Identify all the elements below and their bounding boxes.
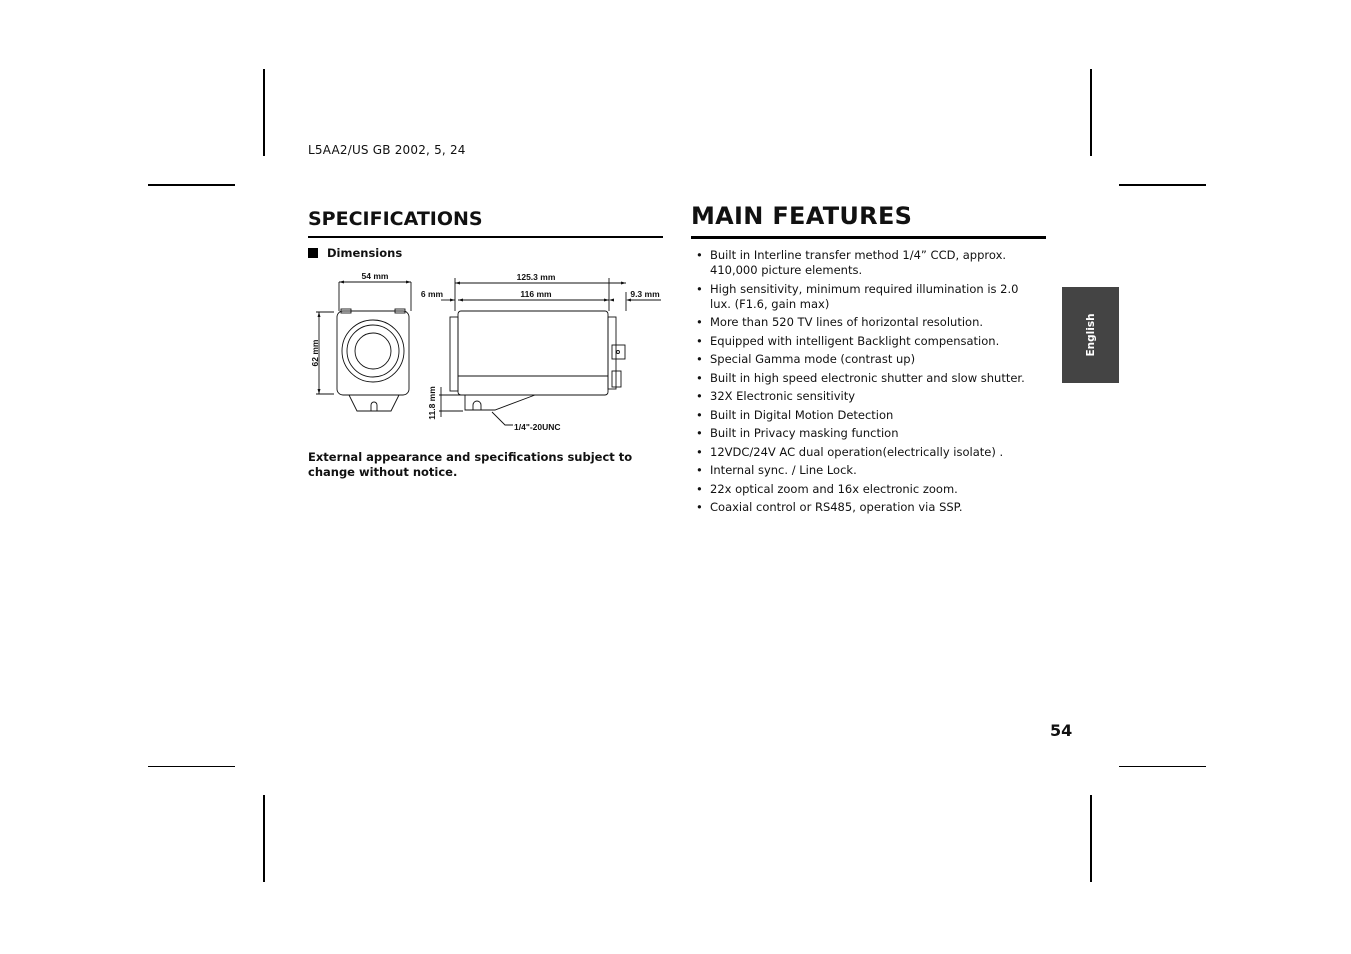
total-length-label: 125.3 mm xyxy=(516,272,556,282)
feature-item: • Built in high speed electronic shutter and slow shutter. xyxy=(696,371,1041,386)
main-features-title: MAIN FEATURES xyxy=(691,202,913,230)
crop-mark xyxy=(1090,69,1092,156)
thread-leader-line xyxy=(492,412,513,425)
front-view-bracket xyxy=(339,282,411,311)
feature-item: • Internal sync. / Line Lock. xyxy=(696,463,1041,478)
body-length-label: 116 mm xyxy=(520,289,552,299)
crop-mark xyxy=(1090,795,1092,882)
feature-item: • Built in Interline transfer method 1/4” CCD, approx. 410,000 picture elements. xyxy=(696,248,1041,278)
mount-height-label: 11.8 mm xyxy=(427,386,437,420)
crop-mark xyxy=(1119,766,1206,767)
front-view-lens-outer xyxy=(342,320,404,382)
feature-item: • More than 520 TV lines of horizontal resolution. xyxy=(696,315,1041,330)
mount-thread-label: 1/4"-20UNC xyxy=(514,422,561,432)
page-number: 54 xyxy=(1050,721,1073,740)
crop-mark xyxy=(1119,184,1206,186)
square-bullet-icon xyxy=(308,248,318,258)
dimensions-heading xyxy=(308,246,402,260)
section-divider xyxy=(308,236,663,238)
features-list xyxy=(696,248,1041,519)
side-view-mount xyxy=(465,395,535,410)
crop-mark xyxy=(148,766,235,767)
feature-item: • 32X Electronic sensitivity xyxy=(696,389,1041,404)
feature-item: • 12VDC/24V AC dual operation(electrically isolate) . xyxy=(696,445,1041,460)
feature-item: • Coaxial control or RS485, operation via SSP. xyxy=(696,500,1041,515)
language-tab-label: English xyxy=(1084,313,1097,357)
side-view-body xyxy=(458,311,608,395)
feature-item: • 22x optical zoom and 16x electronic zoom. xyxy=(696,482,1041,497)
feature-item: • Equipped with intelligent Backlight compensation. xyxy=(696,334,1041,349)
feature-item: • Built in Privacy masking function xyxy=(696,426,1041,441)
dimensions-label: Dimensions xyxy=(327,246,403,260)
section-divider xyxy=(691,236,1046,239)
document-reference: L5AA2/US GB 2002, 5, 24 xyxy=(308,143,466,157)
crop-mark xyxy=(148,184,235,186)
side-view-front-cover xyxy=(450,317,458,391)
feature-item: • Special Gamma mode (contrast up) xyxy=(696,352,1041,367)
front-view-mount xyxy=(349,395,399,411)
front-height-label: 62 mm xyxy=(310,339,320,367)
feature-item: • High sensitivity, minimum required illumination is 2.0 lux. (F1.6, gain max) xyxy=(696,282,1041,312)
front-offset-label: 6 mm xyxy=(420,289,444,299)
crop-mark xyxy=(263,69,265,156)
specifications-notice: External appearance and specifications subject to change without notice. xyxy=(308,450,633,479)
dimensions-diagram xyxy=(305,265,670,440)
specifications-title: SPECIFICATIONS xyxy=(308,208,483,230)
feature-item: • Built in Digital Motion Detection xyxy=(696,408,1041,423)
front-width-label: 54 mm xyxy=(361,271,389,281)
language-tab xyxy=(1062,287,1119,383)
rear-offset-label: 9.3 mm xyxy=(630,289,660,299)
front-view-lens-inner xyxy=(355,333,391,369)
crop-mark xyxy=(263,795,265,882)
